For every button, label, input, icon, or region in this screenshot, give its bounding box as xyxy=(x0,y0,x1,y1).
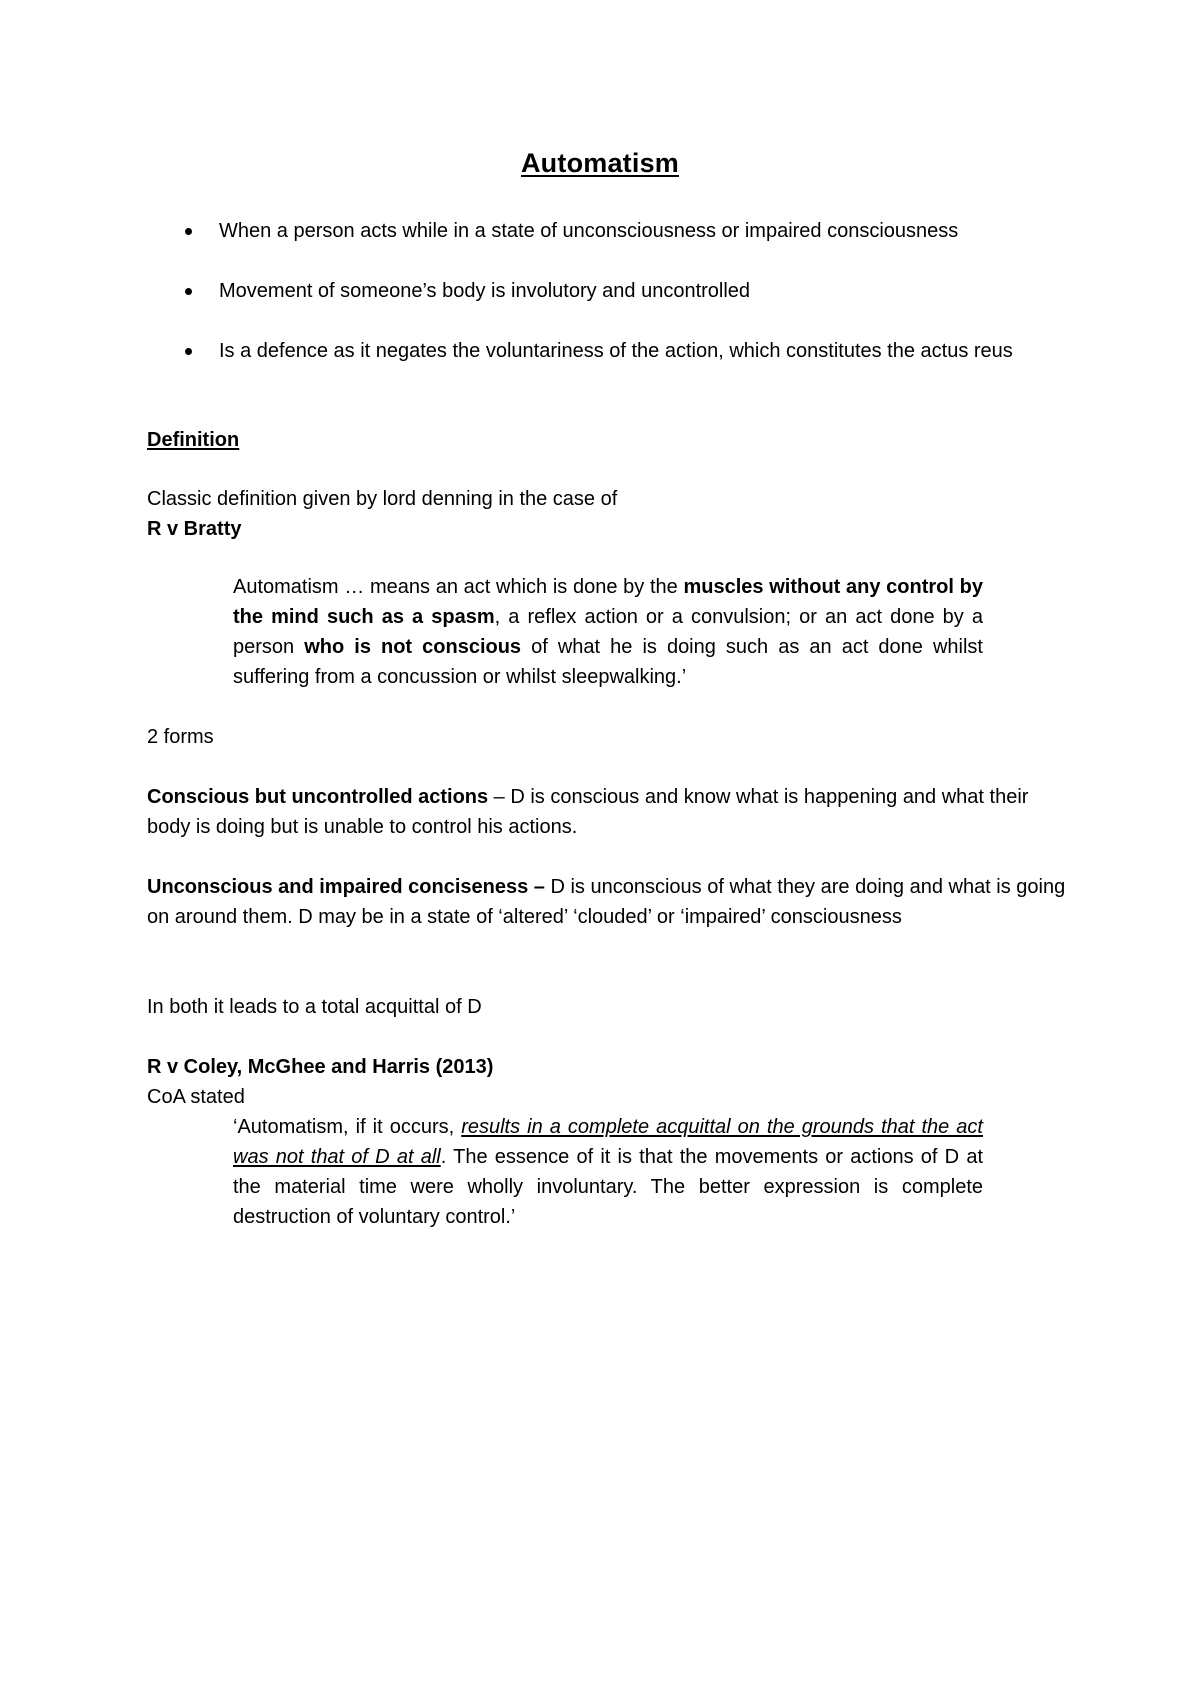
form-label: Unconscious and impaired conciseness – xyxy=(147,876,545,898)
classic-definition-intro: Classic definition given by lord denning in the case of xyxy=(147,488,618,510)
two-forms-label: 2 forms xyxy=(147,726,214,748)
coa-stated-label: CoA stated xyxy=(147,1086,245,1108)
bratty-quote-text: , a reflex action or a convulsion; or an act done by a person xyxy=(233,606,984,658)
bratty-quote-text: of what he is doing such as an act done whilst suffering from a concussion or whilst sleepwalking.’ xyxy=(233,636,983,688)
bullet-icon xyxy=(185,348,192,355)
form-description: D is unconscious of what they are doing and what is going on around them. D may be in a state of ‘altered’ ‘clouded’ or ‘impaired’ consciousness xyxy=(147,876,1066,928)
page-title: Automatism xyxy=(520,148,679,178)
coley-quote xyxy=(233,1112,983,1232)
coley-quote-text: ‘Automatism, if it occurs, xyxy=(233,1116,462,1138)
bullet-item xyxy=(147,336,1067,366)
bullet-item xyxy=(147,216,1067,246)
bullet-text: Is a defence as it negates the voluntariness of the action, which constitutes the actus reus xyxy=(219,340,1013,362)
bullet-icon xyxy=(185,288,192,295)
acquittal-statement: In both it leads to a total acquittal of D xyxy=(147,996,482,1018)
bullet-text: When a person acts while in a state of unconsciousness or impaired consciousness xyxy=(219,220,959,242)
bullet-text: Movement of someone’s body is involutory and uncontrolled xyxy=(219,280,751,302)
bullet-item xyxy=(147,276,1067,306)
bratty-quote-emphasis: muscles without any control by the mind such as a spasm xyxy=(233,576,983,628)
bullet-icon xyxy=(185,228,192,235)
coley-quote-emphasis: results in a complete acquittal on the grounds that the act was not that of D at all xyxy=(233,1116,983,1168)
form-label: Conscious but uncontrolled actions xyxy=(147,786,489,808)
bratty-quote-text: Automatism … means an act which is done by the xyxy=(233,576,684,598)
coley-quote-text: . The essence of it is that the movements or actions of D at the material time were wholly involuntary. The better expression is complete destruction of voluntary control.’ xyxy=(233,1146,984,1228)
form-conscious-uncontrolled xyxy=(147,782,1067,842)
definition-heading: Definition xyxy=(147,429,240,451)
form-unconscious-impaired xyxy=(147,872,1067,932)
case-name-bratty: R v Bratty xyxy=(147,518,242,540)
bratty-quote-emphasis: who is not conscious xyxy=(304,636,522,658)
intro-bullet-list xyxy=(147,216,1067,396)
form-description: – D is conscious and know what is happening and what their body is doing but is unable to control his actions. xyxy=(147,786,1029,838)
case-name-coley: R v Coley, McGhee and Harris (2013) xyxy=(147,1056,494,1078)
bratty-quote xyxy=(233,572,983,692)
